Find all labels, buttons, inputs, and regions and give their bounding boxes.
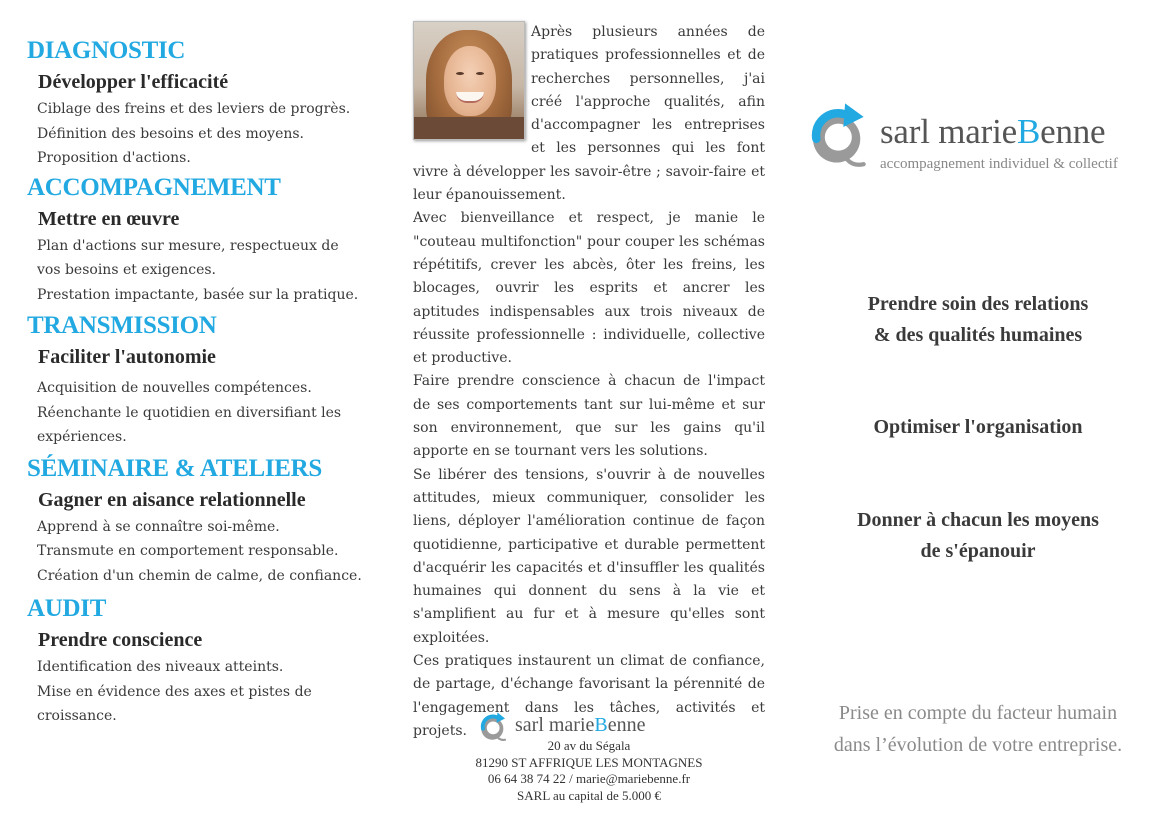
- section-title: SÉMINAIRE & ATELIERS: [27, 454, 323, 482]
- section-line: Création d'un chemin de calme, de confiance.: [37, 567, 362, 584]
- section-line: Plan d'actions sur mesure, respectueux de: [37, 237, 339, 254]
- section-line: Apprend à se connaître soi-même.: [37, 518, 280, 535]
- closing-line: dans l’évolution de votre entreprise.: [833, 734, 1123, 756]
- section-title: DIAGNOSTIC: [27, 37, 186, 64]
- brand-name: sarl marieBenne: [880, 112, 1106, 151]
- section-lines: [37, 234, 382, 308]
- about-column: [413, 21, 765, 743]
- value-statement-epanouir: [800, 505, 1156, 567]
- brand-logo: [806, 100, 1166, 180]
- about-paragraph: Faire prendre conscience à chacun de l'impact de ses comportements tant sur lui-même et sur son environnement, que sur les gains qu'il apporte en se tournant vers les solutions.: [413, 373, 765, 460]
- portrait-photo: [413, 21, 525, 140]
- footer-address: 20 av du Ségala: [547, 738, 631, 753]
- section-lines: [37, 376, 382, 450]
- section-audit: [27, 594, 382, 729]
- closing-statement: [800, 697, 1156, 761]
- section-seminaire: [27, 454, 382, 589]
- footer-brand-name: sarl marieBenne: [515, 714, 646, 736]
- section-title: ACCOMPAGNEMENT: [27, 173, 281, 201]
- about-paragraph: Avec bienveillance et respect, je manie le "couteau multifonction" pour couper les schémas répétitifs, crever les abcès, ôter les freins, les blocages, ouvrir les esprits et ancrer les aptitudes indispensables aux trois niveaux de réussite professionnelle : individuelle, collective et productive.: [413, 210, 765, 367]
- about-paragraph: Se libérer des tensions, s'ouvrir à de nouvelles attitudes, mieux communiquer, consolider les liens, déployer l'amélioration continue de façon quotidienne, participative et durable permettent d'acquérir les capacités et d'insuffler les qualités humaines qui donnent du sens à la vie et s'amplifient au fur et à mesure qu'elles sont exploitées.: [413, 466, 765, 646]
- value-line: de s'épanouir: [920, 540, 1036, 562]
- section-subtitle: Prendre conscience: [38, 629, 203, 651]
- closing-line: Prise en compte du facteur humain: [838, 702, 1118, 724]
- section-title: TRANSMISSION: [27, 312, 217, 339]
- section-line: Proposition d'actions.: [37, 150, 191, 166]
- section-line: Définition des besoins et des moyens.: [37, 125, 305, 142]
- section-subtitle: Mettre en œuvre: [38, 207, 180, 230]
- section-accompagnement: [27, 173, 382, 308]
- section-subtitle: Gagner en aisance relationnelle: [38, 488, 306, 511]
- about-paragraph: Ces pratiques instaurent un climat de confiance, de partage, d'échange favorisant la pérennité de l'engagement dans les tâches, activités et projets.: [413, 653, 765, 739]
- value-line: & des qualités humaines: [873, 324, 1083, 346]
- section-lines: [37, 515, 382, 589]
- section-transmission: [27, 311, 382, 450]
- value-statement-organisation: [800, 412, 1156, 443]
- section-line: Transmute en comportement responsable.: [37, 543, 339, 559]
- footer-contact-block: [413, 738, 765, 804]
- section-subtitle: Faciliter l'autonomie: [38, 346, 216, 368]
- section-diagnostic: [27, 36, 382, 171]
- footer-capital: SARL au capital de 5.000 €: [517, 787, 661, 803]
- footer-contact: 06 64 38 74 22 / marie@mariebenne.fr: [487, 771, 691, 786]
- brand-tagline: accompagnement individuel & collectif: [880, 156, 1118, 172]
- value-line: Donner à chacun les moyens: [857, 509, 1099, 531]
- section-lines: [37, 97, 382, 171]
- section-line: Acquisition de nouvelles compétences.: [37, 380, 312, 396]
- services-column: [27, 36, 382, 729]
- section-line: Réenchante le quotidien en diversifiant les: [37, 404, 342, 421]
- about-paragraph: Après plusieurs années de pratiques professionnelles et de recherches personnelles, j'ai créé l'approche qualités, afin d'accompagner les entreprises et les personnes qui les font vivre à développer les savoir-être ; savoir-faire et leur épanouissement.: [413, 24, 765, 204]
- section-line: Identification des niveaux atteints.: [37, 659, 284, 675]
- section-line: vos besoins et exigences.: [37, 262, 217, 278]
- footer-city: 81290 ST AFFRIQUE LES MONTAGNES: [475, 754, 703, 770]
- section-title: AUDIT: [27, 595, 107, 622]
- circular-arrow-logo-icon: [806, 100, 874, 176]
- section-subtitle: Développer l'efficacité: [38, 71, 229, 93]
- section-lines: [37, 655, 382, 729]
- section-line: Prestation impactante, basée sur la pratique.: [37, 286, 359, 303]
- section-line: Ciblage des freins et des leviers de progrès.: [37, 101, 351, 117]
- value-line: Optimiser l'organisation: [873, 416, 1083, 438]
- section-line: croissance.: [37, 708, 117, 724]
- value-statement-relations: [800, 289, 1156, 351]
- section-line: expériences.: [37, 429, 127, 445]
- section-line: Mise en évidence des axes et pistes de: [37, 683, 312, 700]
- value-line: Prendre soin des relations: [867, 293, 1089, 315]
